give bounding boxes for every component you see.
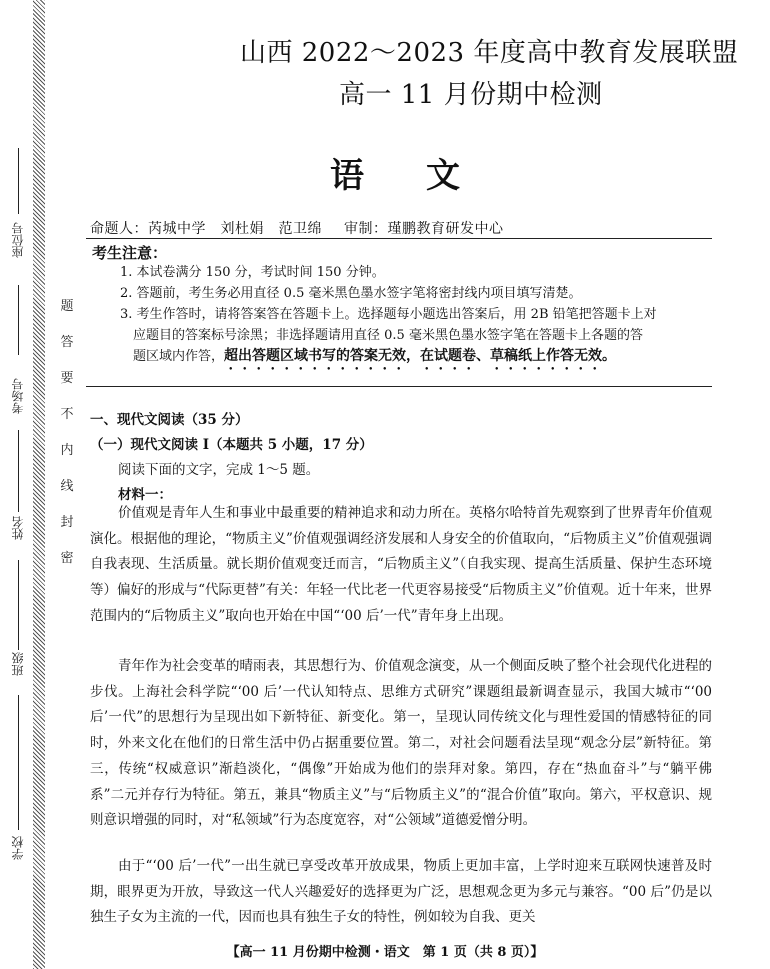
- paragraph-1: 价值观是青年人生和事业中最重要的精神追求和动力所在。英格尔哈特首先观察到了世界青年价值观演化。根据他的理论，“物质主义”价值观强调经济发展和人身安全的价值取向，“后物质主义”价值观强调自我表现、生活质量。就长期价值观变迁而言，“后物质主义”（自我实现、提高生活质量、保护生态环境等）偏好的形成与“代际更替”有关：年轻一代比老一代更容易接受“后物质主义”价值观。近十年来，世界范围内的“后物质主义”取向也开始在中国“‘00 后’一代”青年身上出现。: [90, 505, 712, 624]
- school-field-line: [18, 695, 19, 830]
- exam-title-line2: 高一 11 月份期中检测: [339, 80, 603, 110]
- header-rule-bottom: [86, 386, 712, 387]
- exam-room-field-line: [18, 285, 19, 355]
- class-field-line: [18, 560, 19, 650]
- binding-hatch-strip: [33, 0, 45, 969]
- notice-item-1: 1. 本试卷满分 150 分，考试时间 150 分钟。: [120, 265, 385, 280]
- subsection-heading: （一）现代文阅读 Ⅰ（本题共 5 小题，17 分）: [90, 437, 373, 453]
- seat-label: 座位号: [11, 222, 25, 258]
- seal-char: 题: [60, 299, 74, 314]
- seal-char: 要: [60, 371, 74, 386]
- seal-char: 密: [60, 551, 74, 566]
- header-rule-top: [86, 238, 712, 239]
- name-label: 姓名: [11, 516, 25, 540]
- exam-room-label: 考场号: [11, 378, 25, 414]
- authors: 命题人：芮城中学 刘杜娟 范卫绵: [90, 221, 322, 237]
- seal-char: 封: [60, 515, 74, 530]
- class-label: 班级: [11, 652, 25, 676]
- seal-char: 答: [60, 335, 74, 350]
- authors-line: [90, 218, 504, 238]
- seal-char: 内: [60, 443, 74, 458]
- seal-char: 线: [60, 479, 74, 494]
- notice-item-3-line2: 应题目的答案标号涂黑；非选择题请用直径 0.5 毫米黑色墨水签字笔在答题卡上各题的答: [133, 328, 643, 343]
- material-label: 材料一：: [118, 487, 172, 503]
- notice-emphasis: 超出答题区域书写的答案无效，在试题卷、草稿纸上作答无效。: [224, 348, 617, 364]
- section-heading: 一、现代文阅读（35 分）: [90, 412, 249, 428]
- school-label: 学校: [11, 836, 25, 860]
- seat-field-line: [18, 148, 19, 214]
- notice-item-3-line3: [133, 348, 616, 373]
- notice-plain: 题区域内作答，: [133, 349, 225, 364]
- seal-char: 不: [60, 407, 74, 422]
- notice-item-3-line1: 3. 考生作答时，请将答案答在答题卡上。选择题每小题选出答案后，用 2B 铅笔把答题卡上对: [120, 307, 657, 322]
- seal-line-notice: [60, 300, 74, 588]
- paragraph-2: 青年作为社会变革的晴雨表，其思想行为、价值观念演变，从一个侧面反映了整个社会现代化进程的步伐。上海社会科学院“‘00 后’一代认知特点、思维方式研究”课题组最新调查显示，我国大城市“‘00 后’一代”的思想行为呈现出如下新特征、新变化。第一，呈现认同传统文化与理性爱国的情感特征的同时，外来文化在他们的日常生活中仍占据重要位置。第二，对社会问题看法呈现“观念分层”新特征。第三，传统“权威意识”渐趋淡化，“偶像”开始成为他们的崇拜对象。第四，存在“热血奋斗”与“躺平佛系”二元并存行为特征。第五，兼具“物质主义”与“后物质主义”的“混合价值”取向。第六，平权意识、规则意识增强的同时，对“私领域”行为态度宽容，对“公领域”道德爱憎分明。: [90, 658, 712, 829]
- notice-item-2: 2. 答题前，考生务必用直径 0.5 毫米黑色墨水签字笔将密封线内项目填写清楚。: [120, 286, 582, 301]
- subject-title: 语文: [330, 156, 522, 196]
- name-field-line: [18, 430, 19, 512]
- reading-instruction: 阅读下面的文字，完成 1～5 题。: [118, 462, 320, 478]
- notice-title: 考生注意：: [92, 244, 168, 262]
- review-org: 审制：瑾鹏教育研发中心: [344, 221, 504, 237]
- page-footer: 【高一 11 月份期中检测・语文 第 1 页（共 8 页）】: [226, 945, 544, 960]
- exam-title-line1: 山西 2022～2023 年度高中教育发展联盟: [240, 38, 739, 68]
- paragraph-3: 由于“‘00 后’一代”一出生就已享受改革开放成果，物质上更加丰富，上学时迎来互联网快速普及时期，眼界更为开放，导致这一代人兴趣爱好的选择更为广泛，思想观念更为多元与兼容。“00 后”仍是以独生子女为主流的一代，因而也具有独生子女的特性，例如较为自我、更关: [90, 858, 712, 926]
